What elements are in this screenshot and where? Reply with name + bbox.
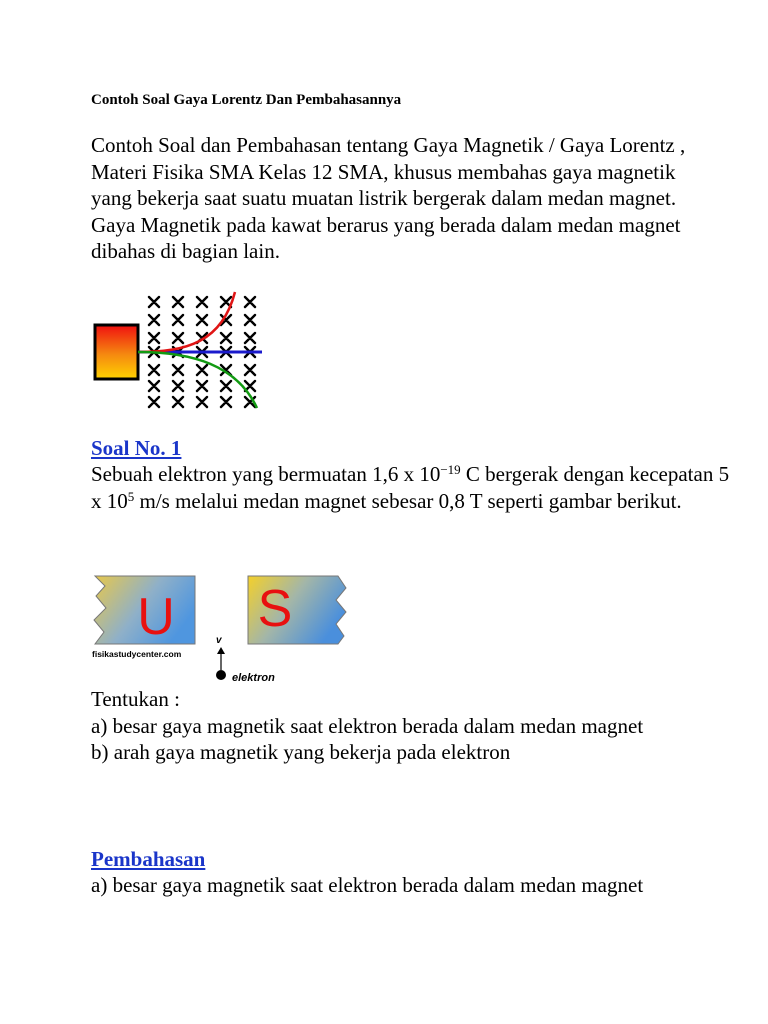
intro-paragraph: Contoh Soal dan Pembahasan tentang Gaya Magnetik / Gaya Lorentz , Materi Fisika SMA Kelas 12 SMA, khusus membahas gaya magnetik yang bekerja saat suatu muatan listrik bergerak dalam medan magnet. Gaya Magnetik pada kawat berarus yang berada dalam medan magnet dibahas di bagian lain. bbox=[91, 133, 686, 263]
tentukan-block bbox=[91, 686, 691, 766]
north-label: U bbox=[137, 588, 175, 646]
magnet-electron-figure bbox=[90, 574, 360, 686]
electron-label: elektron bbox=[232, 672, 275, 684]
particle-source bbox=[95, 325, 138, 379]
pembahasan-a: a) besar gaya magnetik saat elektron berada dalam medan magnet bbox=[91, 873, 644, 897]
pembahasan-heading[interactable]: Pembahasan bbox=[91, 847, 206, 871]
tentukan-label: Tentukan : bbox=[91, 687, 180, 711]
lorentz-deflection-figure bbox=[92, 290, 272, 415]
south-label: S bbox=[257, 580, 293, 638]
electron-dot bbox=[216, 670, 226, 680]
velocity-label: v bbox=[216, 635, 222, 646]
page-title: Contoh Soal Gaya Lorentz Dan Pembahasannya bbox=[91, 92, 402, 108]
arrow-head bbox=[217, 647, 225, 654]
soal-paragraph: Sebuah elektron yang bermuatan 1,6 x $10^{-19}$ C bergerak dengan kecepatan 5 x $10^5$ m/s melalui medan magnet sebesar 0,8 T seperti gambar berikut. bbox=[91, 462, 730, 513]
watermark-credit: fisikastudycenter.com bbox=[92, 649, 182, 659]
question-b: b) arah gaya magnetik yang bekerja pada elektron bbox=[91, 740, 511, 764]
soal-heading[interactable]: Soal No. 1 bbox=[91, 436, 182, 460]
charge-exponent: −19 bbox=[440, 462, 461, 477]
question-a: a) besar gaya magnetik saat elektron berada dalam medan magnet bbox=[91, 713, 644, 738]
velocity-exponent: 5 bbox=[127, 488, 135, 504]
